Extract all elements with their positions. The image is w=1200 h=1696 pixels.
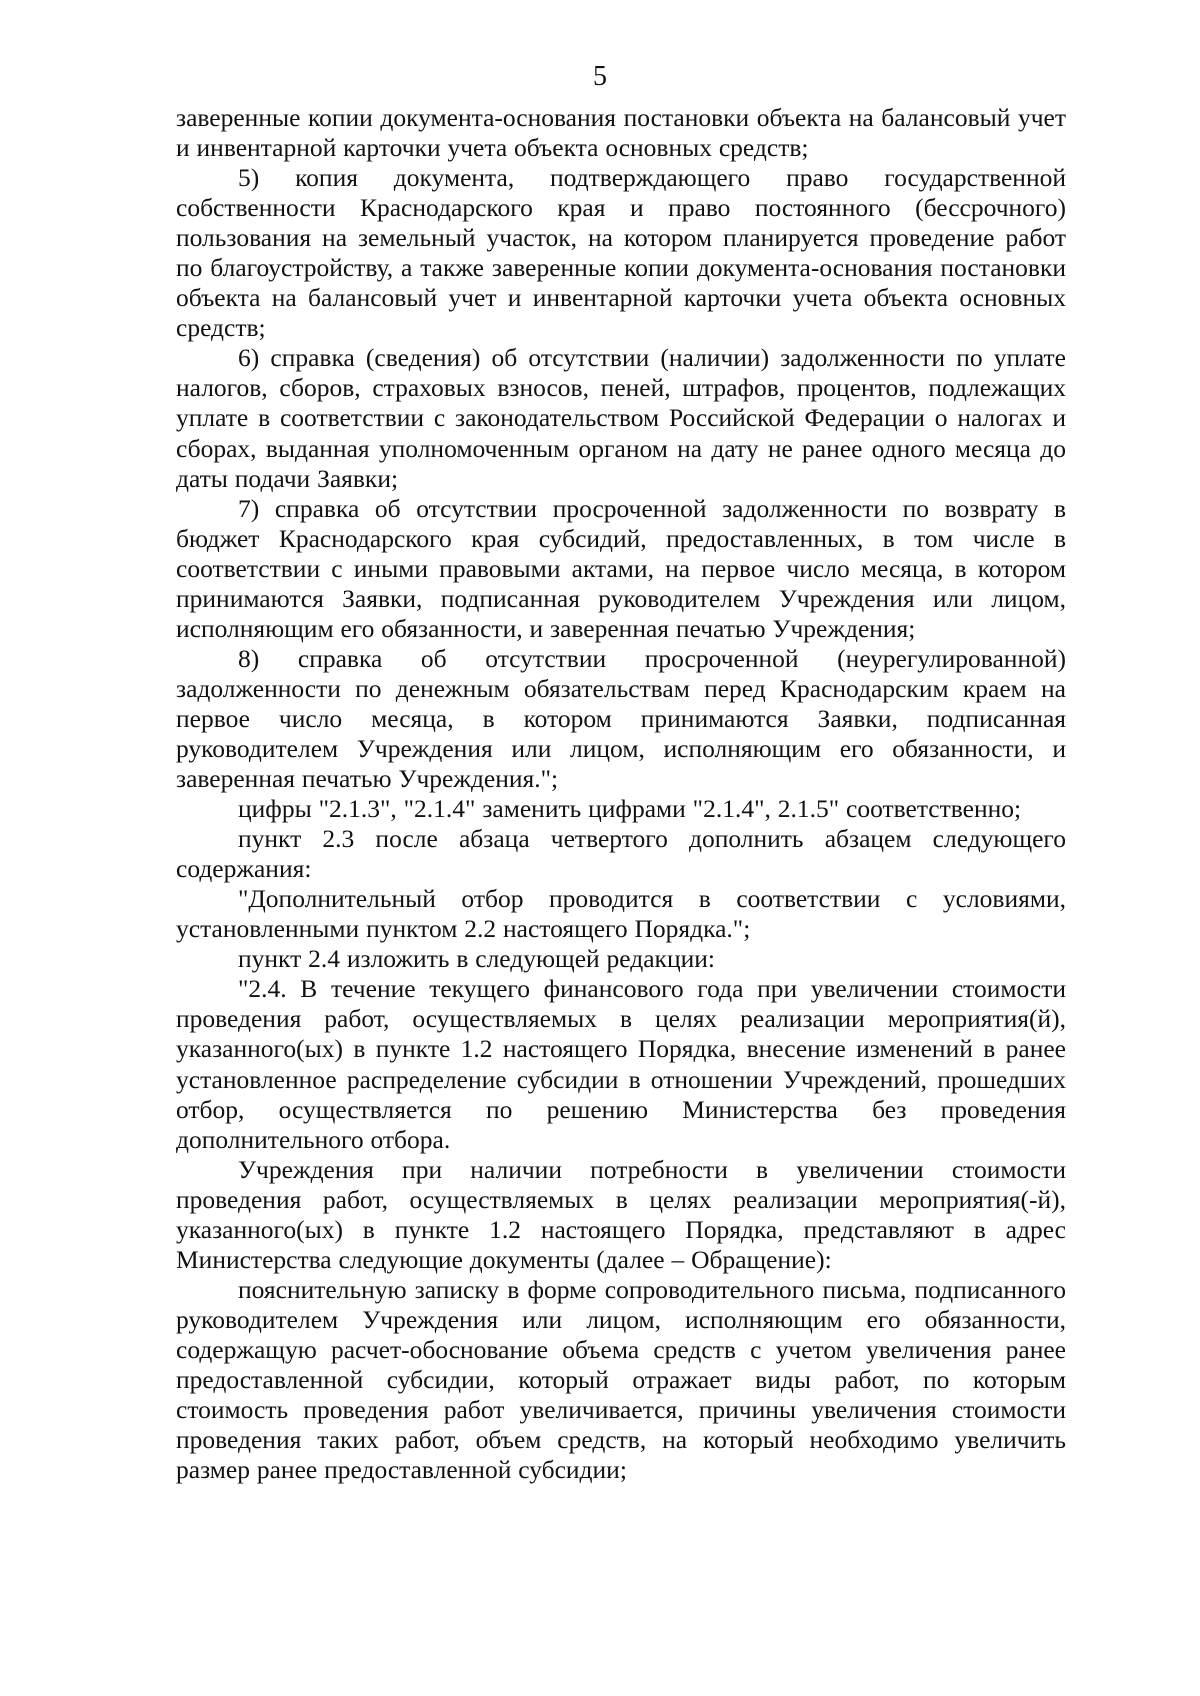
paragraph-institutions: Учреждения при наличии потребности в увеличении стоимости проведения работ, осуществляемых в целях реализации мероприятия(-й), указанного(ых) в пункте 1.2 настоящего Порядка, представляют в адрес Министерства следующие документы (далее – Обращение):	[176, 1154, 1066, 1274]
paragraph-point-2-4: "2.4. В течение текущего финансового года при увеличении стоимости проведения работ, осуществляемых в целях реализации мероприятия(й), указанного(ых) в пункте 1.2 настоящего Порядка, внесение изменений в ранее установленное распределение субсидии в отношении Учреждений, прошедших отбор, осуществляется по решению Министерства без проведения дополнительного отбора.	[176, 974, 1066, 1154]
page-number: 5	[593, 61, 607, 92]
paragraph-item-6: 6) справка (сведения) об отсутствии (наличии) задолженности по уплате налогов, сборов, страховых взносов, пеней, штрафов, процентов, подлежащих уплате в соответствии с законодательством Российской Федерации о налогах и сборах, выданная уполномоченным органом на дату не ранее одного месяца до даты подачи Заявки;	[176, 343, 1066, 493]
paragraph-replace-digits: цифры "2.1.3", "2.1.4" заменить цифрами "2.1.4", 2.1.5" соответственно;	[238, 794, 1022, 824]
paragraph-item-5: 5) копия документа, подтверждающего право государственной собственности Краснодарского края и право постоянного (бессрочного) пользования на земельный участок, на котором планируется проведение работ по благоустройству, а также заверенные копии документа-основания постановки объекта на балансовый учет и инвентарной карточки учета объекта основных средств;	[176, 163, 1066, 343]
paragraph-point-2-3: пункт 2.3 после абзаца четвертого дополнить абзацем следующего содержания:	[176, 824, 1066, 884]
paragraph-item-7: 7) справка об отсутствии просроченной задолженности по возврату в бюджет Краснодарского края субсидий, предоставленных, в том числе в соответствии с иными правовыми актами, на первое число месяца, в котором принимаются Заявки, подписанная руководителем Учреждения или лицом, исполняющим его обязанности, и заверенная печатью Учреждения;	[176, 493, 1066, 643]
paragraph-additional-selection: "Дополнительный отбор проводится в соответствии с условиями, установленными пунктом 2.2 настоящего Порядка.";	[176, 884, 1066, 944]
paragraph-point-2-4-intro: пункт 2.4 изложить в следующей редакции:	[238, 944, 715, 974]
paragraph-continuation: заверенные копии документа-основания постановки объекта на балансовый учет и инвентарной карточки учета объекта основных средств;	[176, 103, 1066, 163]
document-body	[176, 103, 1066, 1485]
paragraph-item-8: 8) справка об отсутствии просроченной (неурегулированной) задолженности по денежным обязательствам перед Краснодарским краем на первое число месяца, в котором принимаются Заявки, подписанная руководителем Учреждения или лицом, исполняющим его обязанности, и заверенная печатью Учреждения.";	[176, 643, 1066, 794]
paragraph-explanatory-note: пояснительную записку в форме сопроводительного письма, подписанного руководителем Учреждения или лицом, исполняющим его обязанности, содержащую расчет-обоснование объема средств с учетом увеличения ранее предоставленной субсидии, который отражает виды работ, по которым стоимость проведения работ увеличивается, причины увеличения стоимости проведения таких работ, объем средств, на который необходимо увеличить размер ранее предоставленной субсидии;	[176, 1274, 1066, 1485]
